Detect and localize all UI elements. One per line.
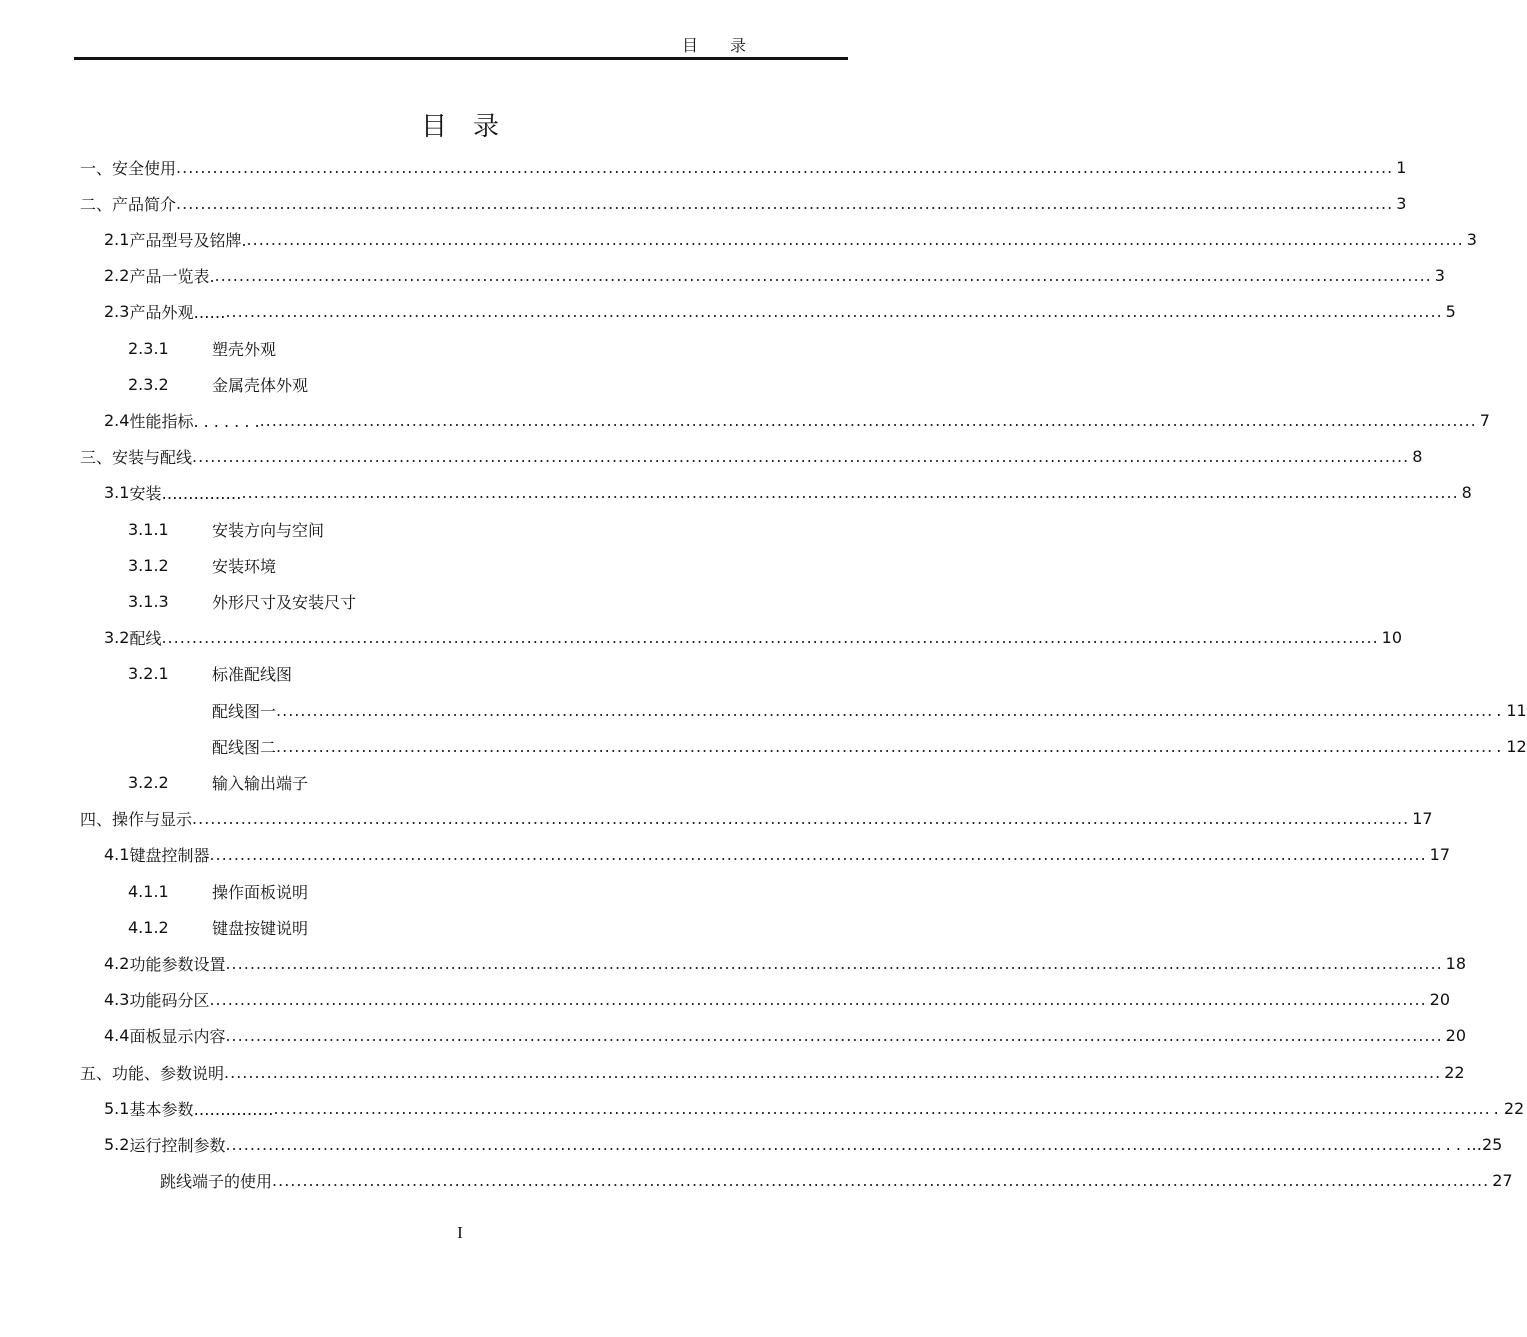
toc-entry-title: 安装环境 xyxy=(212,556,277,576)
toc-entry-title: 标准配线图 xyxy=(212,665,293,685)
toc-entry-number: 2.3 xyxy=(104,302,130,322)
toc-entry-title: 产品型号及铭牌. xyxy=(129,230,247,250)
toc-entry-title: 安装…………… xyxy=(129,484,242,504)
toc-entry[interactable] xyxy=(104,476,1472,510)
header-label: 目 录 xyxy=(682,36,747,55)
toc-entry-title: 安装与配线 xyxy=(112,448,193,468)
toc-entry[interactable] xyxy=(128,367,308,401)
document-title: 目 录 xyxy=(420,112,499,142)
toc-entry-page: 22 xyxy=(1444,1062,1465,1082)
toc-entry-page: 10 xyxy=(1381,628,1403,648)
toc-leader-dots: ........................................................................................................................................................................................................ xyxy=(176,157,1394,177)
toc-leader-dots: ........................................................................................................................................................................................................ xyxy=(224,1062,1442,1082)
toc-leader-dots: ........................................................................................................................................................................................................ xyxy=(225,953,1443,973)
toc-entry-title: 操作与显示 xyxy=(112,810,193,830)
toc-leader-dots: ........................................................................................................................................................................................................ xyxy=(259,410,1477,430)
toc-entry[interactable] xyxy=(160,1164,1513,1198)
toc-entry-page: . 22 xyxy=(1493,1098,1525,1118)
toc-entry[interactable] xyxy=(128,910,308,944)
toc-entry-number: 4.3 xyxy=(104,990,130,1010)
toc-leader-dots: ........................................................................................................................................................................................................ xyxy=(209,990,1427,1010)
toc-entry-number: 二、 xyxy=(80,194,113,214)
toc-leader-dots: ........................................................................................................................................................................................................ xyxy=(241,483,1459,503)
toc-leader-dots: ........................................................................................................................................................................................................ xyxy=(225,302,1443,322)
toc-leader-dots: ........................................................................................................................................................................................................ xyxy=(276,736,1494,756)
toc-leader-dots: ........................................................................................................................................................................................................ xyxy=(176,193,1394,213)
toc-entry-page: 18 xyxy=(1445,953,1467,973)
toc-entry-page: 3 xyxy=(1434,266,1445,286)
toc-entry-number: 4.2 xyxy=(104,953,130,973)
toc-entry[interactable] xyxy=(80,150,1407,184)
toc-leader-dots: ........................................................................................................................................................................................................ xyxy=(225,1134,1443,1154)
toc-leader-dots: ........................................................................................................................................................................................................ xyxy=(246,229,1464,249)
toc-entry[interactable] xyxy=(104,1019,1467,1053)
toc-entry-number: 一、 xyxy=(80,158,113,178)
toc-entry-title: 运行控制参数 xyxy=(129,1135,226,1155)
toc-entry-page: 20 xyxy=(1445,1026,1467,1046)
toc-entry[interactable] xyxy=(104,983,1451,1017)
toc-entry-number: 5.2 xyxy=(104,1134,130,1154)
toc-entry[interactable] xyxy=(212,729,1527,763)
toc-entry-page: 3 xyxy=(1396,193,1407,213)
toc-entry-number: 2.1 xyxy=(104,229,130,249)
toc-entry-page: . . …25 xyxy=(1445,1134,1503,1154)
toc-entry-number: 4.1.1 xyxy=(128,881,169,901)
toc-entry-title: 产品外观…… xyxy=(129,303,226,323)
toc-entry-title: 产品简介 xyxy=(112,194,177,214)
toc-entry-number: 3.2.1 xyxy=(128,664,169,684)
toc-entry-title: 金属壳体外观 xyxy=(212,375,309,395)
toc-entry[interactable] xyxy=(128,584,356,618)
toc-entry-title: 产品一览表. xyxy=(129,267,215,287)
toc-entry-number: 3.1.1 xyxy=(128,519,169,539)
toc-entry-number: 4.1 xyxy=(104,845,130,865)
toc-entry[interactable] xyxy=(80,440,1423,474)
toc-entry-title: 配线图二 xyxy=(212,737,277,757)
toc-entry-page: 17 xyxy=(1412,809,1433,829)
toc-entry-number: 3.2 xyxy=(104,628,130,648)
toc-leader-dots: ........................................................................................................................................................................................................ xyxy=(225,1026,1443,1046)
toc-entry-page: . 12 xyxy=(1496,736,1527,756)
toc-entry-title: 配线图一 xyxy=(212,701,277,721)
toc-entry-title: 跳线端子的使用 xyxy=(160,1172,273,1192)
toc-entry-page: . 11 xyxy=(1496,700,1527,720)
toc-leader-dots: ........................................................................................................................................................................................................ xyxy=(192,809,1410,829)
toc-entry-title: 面板显示内容 xyxy=(129,1027,226,1047)
toc-entry-title: 功能码分区 xyxy=(129,991,210,1011)
toc-entry-page: 5 xyxy=(1445,302,1456,322)
toc-entry-page: 20 xyxy=(1429,990,1451,1010)
toc-entry[interactable] xyxy=(128,331,276,365)
toc-entry-title: 功能参数设置 xyxy=(129,954,226,974)
toc-entry[interactable] xyxy=(104,295,1456,329)
toc-leader-dots: ........................................................................................................................................................................................................ xyxy=(272,1171,1490,1191)
toc-entry-number: 2.3.2 xyxy=(128,374,169,394)
toc-entry-page: 7 xyxy=(1479,410,1490,430)
toc-entry[interactable] xyxy=(104,1127,1503,1161)
toc-entry-number: 2.4 xyxy=(104,410,130,430)
toc-entry[interactable] xyxy=(128,512,324,546)
toc-entry[interactable] xyxy=(104,838,1451,872)
toc-entry[interactable] xyxy=(80,1055,1465,1089)
toc-entry-number: 4.4 xyxy=(104,1026,130,1046)
toc-entry[interactable] xyxy=(104,946,1467,980)
toc-entry[interactable] xyxy=(104,403,1490,437)
toc-entry-number: 5.1 xyxy=(104,1098,130,1118)
toc-entry-title: 基本参数…………… xyxy=(129,1099,274,1119)
header-rule xyxy=(74,57,848,60)
toc-entry-title: 配线 xyxy=(129,629,162,649)
toc-entry-number: 2.3.1 xyxy=(128,338,169,358)
page-number: I xyxy=(457,1223,463,1242)
toc-entry-title: 功能、参数说明 xyxy=(112,1063,225,1083)
toc-leader-dots: ........................................................................................................................................................................................................ xyxy=(273,1098,1491,1118)
toc-entry-page: 1 xyxy=(1396,157,1407,177)
toc-entry-title: 安全使用 xyxy=(112,158,177,178)
toc-entry-page: 27 xyxy=(1492,1171,1513,1191)
toc-entry[interactable] xyxy=(104,222,1477,256)
toc-entry[interactable] xyxy=(80,186,1407,220)
toc-entry-page: 17 xyxy=(1429,845,1451,865)
toc-entry-number: 五、 xyxy=(80,1063,113,1083)
toc-entry-number: 4.1.2 xyxy=(128,917,169,937)
toc-entry-title: 键盘控制器 xyxy=(129,846,210,866)
toc-entry[interactable] xyxy=(128,548,276,582)
toc-entry-title: 性能指标. . . . . . . xyxy=(129,411,260,431)
toc-leader-dots: ........................................................................................................................................................................................................ xyxy=(209,845,1427,865)
toc-entry-page: 8 xyxy=(1412,447,1423,467)
toc-entry[interactable] xyxy=(128,765,308,799)
toc-leader-dots: ........................................................................................................................................................................................................ xyxy=(276,700,1494,720)
toc-leader-dots: ........................................................................................................................................................................................................ xyxy=(192,447,1410,467)
toc-entry[interactable] xyxy=(128,657,292,691)
toc-entry-number: 3.1.2 xyxy=(128,555,169,575)
toc-entry-number: 3.2.2 xyxy=(128,772,169,792)
toc-entry[interactable] xyxy=(104,259,1445,293)
toc-entry[interactable] xyxy=(128,874,308,908)
toc-entry[interactable] xyxy=(104,621,1403,655)
toc-entry[interactable] xyxy=(104,1091,1525,1125)
toc-entry-title: 输入输出端子 xyxy=(212,773,309,793)
toc-leader-dots: ........................................................................................................................................................................................................ xyxy=(161,628,1379,648)
toc-entry-title: 安装方向与空间 xyxy=(212,520,325,540)
toc-entry-title: 键盘按键说明 xyxy=(212,918,309,938)
toc-entry-title: 塑壳外观 xyxy=(212,339,277,359)
toc-entry-number: 四、 xyxy=(80,810,113,830)
toc-entry[interactable] xyxy=(80,802,1433,836)
toc-entry-page: 8 xyxy=(1461,483,1472,503)
toc-entry-title: 外形尺寸及安装尺寸 xyxy=(212,592,357,612)
toc-entry-number: 三、 xyxy=(80,448,113,468)
toc-entry-number: 3.1 xyxy=(104,483,130,503)
toc-entry[interactable] xyxy=(212,693,1527,727)
toc-entry-number: 2.2 xyxy=(104,266,130,286)
toc-leader-dots: ........................................................................................................................................................................................................ xyxy=(214,266,1432,286)
toc-entry-number: 3.1.3 xyxy=(128,591,169,611)
toc-entry-page: 3 xyxy=(1466,229,1477,249)
toc-entry-title: 操作面板说明 xyxy=(212,882,309,902)
